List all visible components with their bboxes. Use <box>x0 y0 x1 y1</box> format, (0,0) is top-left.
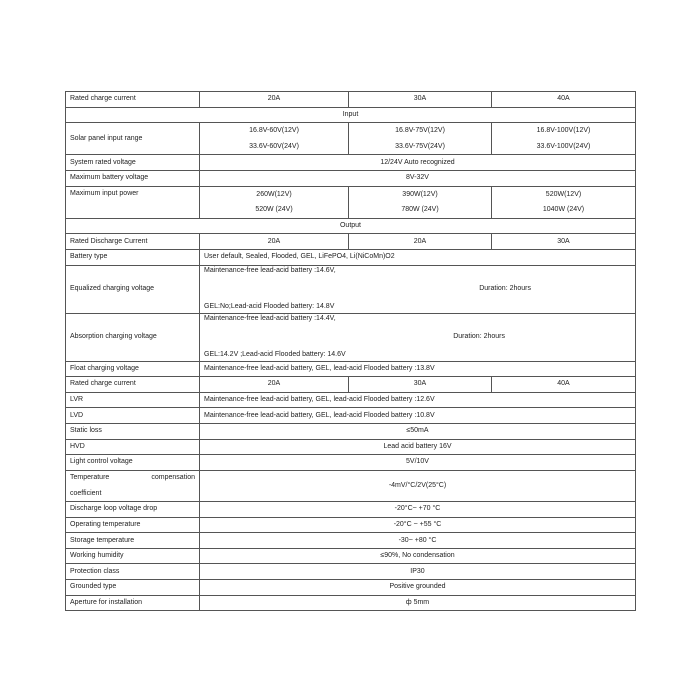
row-label: Protection class <box>66 564 200 580</box>
value-line-gel-flooded: GEL:14.2V ;Lead-acid Flooded battery: 14.6V <box>204 351 346 359</box>
value-col-1: 20A <box>200 234 349 250</box>
value-line-24v: 33.6V-60V(24V) <box>249 142 299 150</box>
row-aperture <box>66 595 636 611</box>
row-value: ≤90%, No condensation <box>200 548 636 564</box>
section-input <box>66 107 636 123</box>
row-lvd <box>66 408 636 424</box>
row-equalized-charging <box>66 265 636 313</box>
value-line-12v: 260W(12V) <box>256 190 292 198</box>
row-value: Maintenance-free lead-acid battery, GEL, lead-acid Flooded battery :10.8V <box>200 408 636 424</box>
row-solar-input-range <box>66 123 636 155</box>
row-max-battery-voltage <box>66 170 636 186</box>
row-hvd <box>66 439 636 455</box>
row-label: Rated Discharge Current <box>66 234 200 250</box>
row-grounded-type <box>66 580 636 596</box>
value-line-12v: 390W(12V) <box>402 190 438 198</box>
row-label: System rated voltage <box>66 155 200 171</box>
row-label: Maximum battery voltage <box>66 170 200 186</box>
row-storage-temperature <box>66 533 636 549</box>
row-rated-charge-current-2 <box>66 377 636 393</box>
label-word-1: Temperature <box>70 473 110 481</box>
row-discharge-loop-drop <box>66 502 636 518</box>
label-line-2: coefficient <box>70 489 102 497</box>
value-40a: 40A <box>492 377 636 393</box>
value-40a: 40A <box>492 92 636 108</box>
row-label: Rated charge current <box>66 92 200 108</box>
row-static-loss <box>66 423 636 439</box>
row-value: -20°C ~ +55 °C <box>200 517 636 533</box>
row-value: Positive grounded <box>200 580 636 596</box>
row-protection-class <box>66 564 636 580</box>
row-working-humidity <box>66 548 636 564</box>
row-float-charging <box>66 361 636 377</box>
row-temp-compensation <box>66 470 636 501</box>
value-line-duration: Duration: 2hours <box>453 333 505 340</box>
value-line-24v: 520W (24V) <box>255 206 293 214</box>
value-line-24v: 1040W (24V) <box>542 206 585 214</box>
row-label: LVR <box>66 392 200 408</box>
row-value: ≤50mA <box>200 423 636 439</box>
row-label: Working humidity <box>66 548 200 564</box>
value-col-2: 20A <box>349 234 492 250</box>
row-value: -4mV/°C/2V(25°C) <box>200 470 636 501</box>
value-line-12v: 16.8V-60V(12V) <box>249 127 299 135</box>
row-value: -20°C~ +70 °C <box>200 502 636 518</box>
value-20a <box>200 186 349 218</box>
row-label <box>66 470 200 501</box>
row-label: HVD <box>66 439 200 455</box>
value-line-12v: 520W(12V) <box>545 190 582 198</box>
row-max-input-power <box>66 186 636 218</box>
row-value: 12/24V Auto recognized <box>200 155 636 171</box>
spec-table <box>65 91 636 611</box>
label-word-2: compensation <box>151 473 195 481</box>
value-line-maintenance-free: Maintenance-free lead-acid battery :14.4V, <box>204 314 336 322</box>
value-line-24v: 33.6V-75V(24V) <box>395 142 445 150</box>
row-label: Grounded type <box>66 580 200 596</box>
value-30a: 30A <box>349 92 492 108</box>
row-label: Operating temperature <box>66 517 200 533</box>
row-value: 5V/10V <box>200 455 636 471</box>
row-operating-temperature <box>66 517 636 533</box>
section-heading-input: Input <box>66 107 636 123</box>
value-20a: 20A <box>200 92 349 108</box>
value-20a: 20A <box>200 377 349 393</box>
row-value: Lead acid battery 16V <box>200 439 636 455</box>
row-value: ф 5mm <box>200 595 636 611</box>
row-value: IP30 <box>200 564 636 580</box>
row-label: Storage temperature <box>66 533 200 549</box>
row-value: -30~ +80 °C <box>200 533 636 549</box>
row-label: Absorption charging voltage <box>66 313 200 361</box>
value-line-gel-flooded: GEL:No;Lead-acid Flooded battery: 14.8V <box>204 303 335 311</box>
row-label: Battery type <box>66 249 200 265</box>
row-label: Light control voltage <box>66 455 200 471</box>
value-line-maintenance-free: Maintenance-free lead-acid battery :14.6V, <box>204 266 336 274</box>
value-col-3: 30A <box>492 234 636 250</box>
row-label: Aperture for installation <box>66 595 200 611</box>
row-label: Equalized charging voltage <box>66 265 200 313</box>
value-20a <box>200 123 349 155</box>
value-40a <box>492 186 636 218</box>
row-value: Maintenance-free lead-acid battery, GEL, lead-acid Flooded battery :12.6V <box>200 392 636 408</box>
row-value <box>200 313 636 361</box>
row-label: LVD <box>66 408 200 424</box>
row-lvr <box>66 392 636 408</box>
value-line-24v: 780W (24V) <box>401 206 439 214</box>
section-output <box>66 218 636 234</box>
row-value: 8V-32V <box>200 170 636 186</box>
row-label: Float charging voltage <box>66 361 200 377</box>
row-rated-discharge-current <box>66 234 636 250</box>
row-system-rated-voltage <box>66 155 636 171</box>
value-line-duration: Duration: 2hours <box>479 285 531 292</box>
section-heading-output: Output <box>66 218 636 234</box>
row-label: Maximum input power <box>66 186 200 218</box>
value-30a <box>349 123 492 155</box>
row-absorption-charging <box>66 313 636 361</box>
row-label: Discharge loop voltage drop <box>66 502 200 518</box>
row-label: Rated charge current <box>66 377 200 393</box>
value-30a <box>349 186 492 218</box>
row-label: Solar panel input range <box>66 123 200 155</box>
row-value <box>200 265 636 313</box>
row-rated-charge-current <box>66 92 636 108</box>
value-line-12v: 16.8V-100V(12V) <box>536 127 591 135</box>
value-line-12v: 16.8V-75V(12V) <box>395 127 445 135</box>
row-value: User default, Sealed, Flooded, GEL, LiFePO4, Li(NiCoMn)O2 <box>200 249 636 265</box>
row-value: Maintenance-free lead-acid battery, GEL, lead-acid Flooded battery :13.8V <box>200 361 636 377</box>
row-battery-type <box>66 249 636 265</box>
value-30a: 30A <box>349 377 492 393</box>
value-40a <box>492 123 636 155</box>
row-light-control-voltage <box>66 455 636 471</box>
value-line-24v: 33.6V-100V(24V) <box>536 142 591 150</box>
row-label: Static loss <box>66 423 200 439</box>
